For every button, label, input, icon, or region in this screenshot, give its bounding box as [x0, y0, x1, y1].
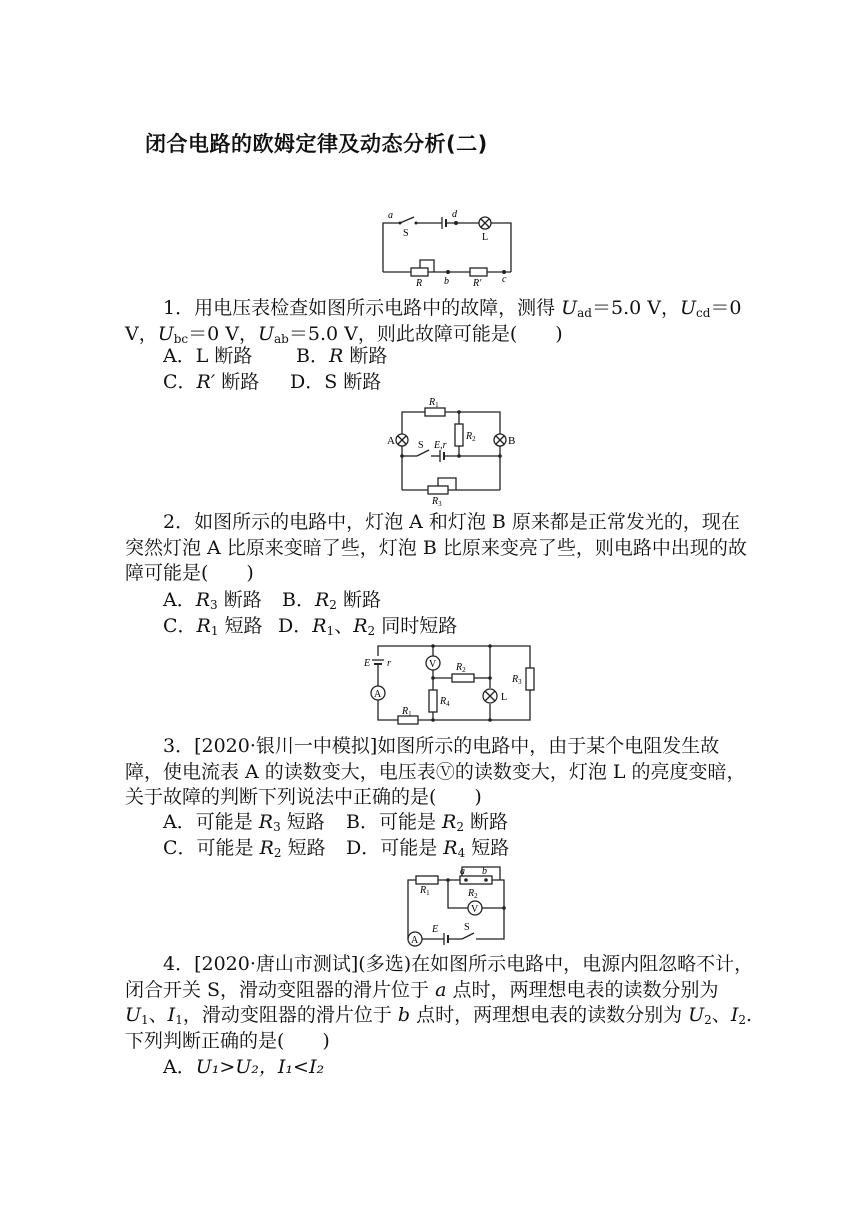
label-R2: R: [468, 888, 475, 899]
label-S: S: [403, 228, 409, 239]
question-4-stem: 4．[2020·唐山市测试](多选)在如图所示电路中，电源内阻忽略不计，闭合开关 S，滑动变阻器的滑片位于 a 点时，两理想电表的读数分别为 $U_1$、$I_1$，滑动变阻器的滑片位于 b 点时，两理想电表的读数分别为 $U_2$、$I_2$.下列判断正确的是( ): [125, 953, 754, 1052]
label-B: B: [508, 435, 516, 447]
question-1-option-d: D．S 断路: [290, 371, 382, 393]
label-b: b: [444, 276, 449, 287]
question-2-stem: 2．如图所示的电路中，灯泡 A 和灯泡 B 原来都是正常发光的，现在突然灯泡 A 比原来变暗了些，灯泡 B 比原来变亮了些，则电路中出现的故障可能是( ): [125, 511, 747, 584]
label-A: A: [411, 935, 419, 946]
question-2-option-c: C．$R_1$ 短路: [163, 615, 263, 638]
label-A: A: [387, 435, 395, 447]
label-d: d: [452, 209, 457, 220]
label-b: b: [482, 866, 487, 877]
label-R4: R: [440, 696, 447, 707]
question-2-option-a: A．$R_3$ 断路: [163, 589, 262, 612]
question-2-option-d: D．$R_1$、$R_2$ 同时短路: [278, 615, 458, 638]
label-r: r: [387, 658, 391, 669]
question-3-option-b: B．可能是 $R_2$ 断路: [346, 811, 509, 834]
svg-text:R3: $R_3$: [512, 674, 522, 686]
svg-text:R4: $R_4$: [440, 696, 450, 708]
label-Rp: R′: [473, 278, 482, 289]
label-R: R: [416, 278, 423, 289]
label-a: a: [460, 866, 465, 877]
question-1-stem: 1．用电压表检查如图所示电路中的故障，测得 $U_{ad}=5.0$ V，$U_{cd}=0$ V，$U_{bc}=0$ V，$U_{ab}=5.0$ V，则此故障可能是( ): [125, 297, 742, 346]
label-Er: E,r: [434, 440, 447, 451]
label-c: c: [502, 274, 507, 285]
question-3-option-c: C．可能是 $R_2$ 短路: [163, 837, 326, 860]
label-a: a: [388, 210, 393, 221]
question-1-option-c: C．R′ 断路: [163, 371, 260, 393]
svg-text:R1: $R_1$: [420, 885, 430, 897]
label-V: V: [429, 659, 437, 670]
svg-text:R2: $R_2$: [466, 431, 476, 443]
label-S: S: [464, 922, 470, 933]
label-L: L: [482, 232, 489, 243]
label-A: A: [374, 689, 382, 700]
label-R3: R: [512, 674, 519, 685]
label-E: E: [364, 658, 371, 669]
label-S: S: [418, 440, 424, 451]
label-E: E: [432, 924, 439, 935]
question-3-option-d: D．可能是 $R_4$ 短路: [346, 837, 510, 860]
circuit-diagram-2: [382, 396, 522, 506]
question-3-option-a: A．可能是 $R_3$ 短路: [163, 811, 325, 834]
question-2-option-b: B．$R_2$ 断路: [282, 589, 381, 612]
label-R1: R: [420, 885, 427, 896]
svg-text:R2: $R_2$: [456, 662, 466, 674]
svg-text:R2: $R_2$: [468, 888, 478, 900]
question-1-option-b: B．R 断路: [296, 345, 388, 367]
label-L: L: [501, 692, 508, 703]
question-4-option-a: A．U₁>U₂，I₁<I₂: [163, 1056, 325, 1078]
label-R1: R: [402, 706, 409, 717]
label-R2: R: [466, 431, 473, 442]
label-R1: R: [429, 397, 436, 408]
svg-text:R1: $R_1$: [429, 397, 439, 409]
svg-text:R1: $R_1$: [402, 706, 412, 718]
page-title: 闭合电路的欧姆定律及动态分析(二): [145, 132, 488, 156]
circuit-diagram-4: [396, 862, 520, 948]
label-R2: R: [456, 662, 463, 673]
circuit-diagram-3: [362, 642, 542, 726]
question-1-option-a: A．L 断路: [163, 345, 253, 367]
label-R3: R: [432, 496, 439, 507]
circuit-diagram-1: [378, 208, 518, 288]
label-V: V: [471, 904, 479, 915]
question-3-stem: 3．[2020·银川一中模拟]如图所示的电路中，由于某个电阻发生故障，使电流表 A 的读数变大，电压表Ⓥ的读数变大，灯泡 L 的亮度变暗，关于故障的判断下列说法中正确的是( ): [125, 735, 746, 808]
svg-text:R3: $R_3$: [432, 496, 442, 508]
